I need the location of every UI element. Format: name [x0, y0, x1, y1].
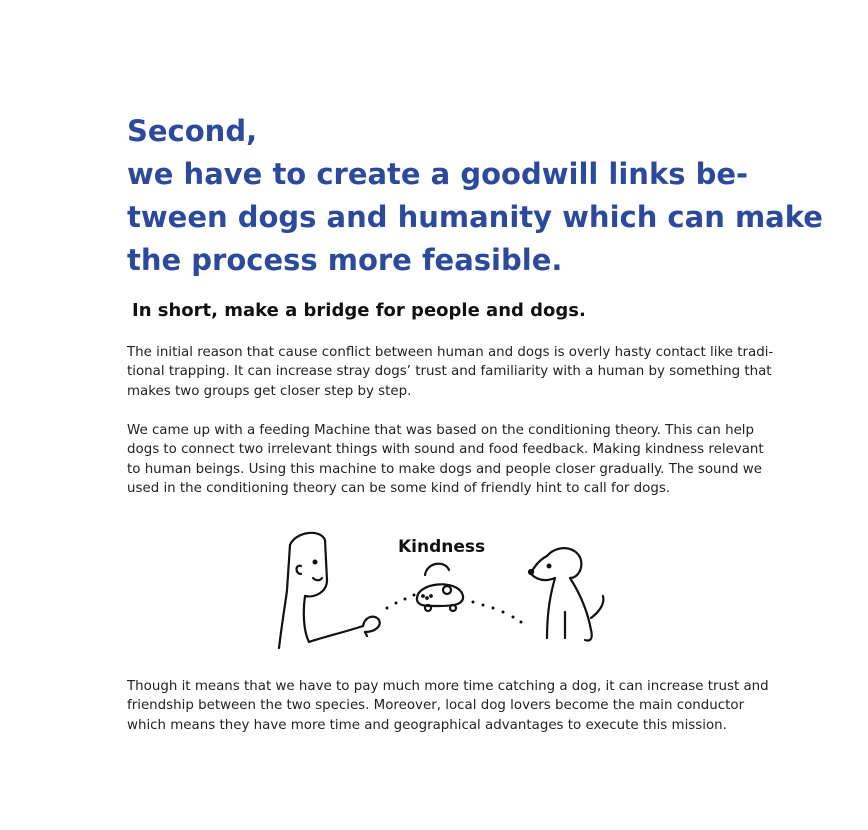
page-heading — [127, 110, 823, 282]
person-sketch — [279, 533, 380, 648]
paragraph-line: tional trapping. It can increase stray dogs’ trust and familiarity with a human by something that — [127, 364, 772, 380]
heading-line: Second, — [127, 114, 258, 148]
kindness-label: Kindness — [398, 537, 486, 557]
dotted-path-right — [472, 601, 523, 624]
heading-line: the process more feasible. — [127, 243, 563, 277]
paragraph-line: used in the conditioning theory can be some kind of friendly hint to call for dogs. — [127, 480, 671, 496]
dotted-path-left — [386, 594, 416, 610]
subheading: In short, make a bridge for people and dogs. — [132, 300, 586, 321]
heading-line: we have to create a goodwill links be- — [127, 157, 749, 191]
paragraph-line: makes two groups get closer step by step. — [127, 383, 412, 399]
body-paragraph — [127, 677, 769, 735]
body-paragraph — [127, 421, 764, 498]
paragraph-line: Though it means that we have to pay much more time catching a dog, it can increase trust and — [127, 679, 769, 694]
dog-sketch — [529, 548, 603, 640]
body-paragraph — [127, 343, 774, 401]
feeding-machine-sketch — [417, 564, 463, 611]
paragraph-line: The initial reason that cause conflict between human and dogs is overly hasty contact like tradi- — [127, 345, 774, 360]
kindness-illustration — [265, 520, 625, 660]
paragraph-line: which means they have more time and geographical advantages to execute this mission. — [127, 717, 727, 733]
paragraph-line: friendship between the two species. Moreover, local dog lovers become the main conductor — [127, 698, 745, 714]
heading-line: tween dogs and humanity which can make — [127, 200, 823, 234]
paragraph-line: to human beings. Using this machine to make dogs and people closer gradually. The sound we — [127, 461, 762, 477]
paragraph-line: dogs to connect two irrelevant things with sound and food feedback. Making kindness relevant — [127, 442, 764, 458]
paragraph-line: We came up with a feeding Machine that was based on the conditioning theory. This can help — [127, 423, 755, 438]
